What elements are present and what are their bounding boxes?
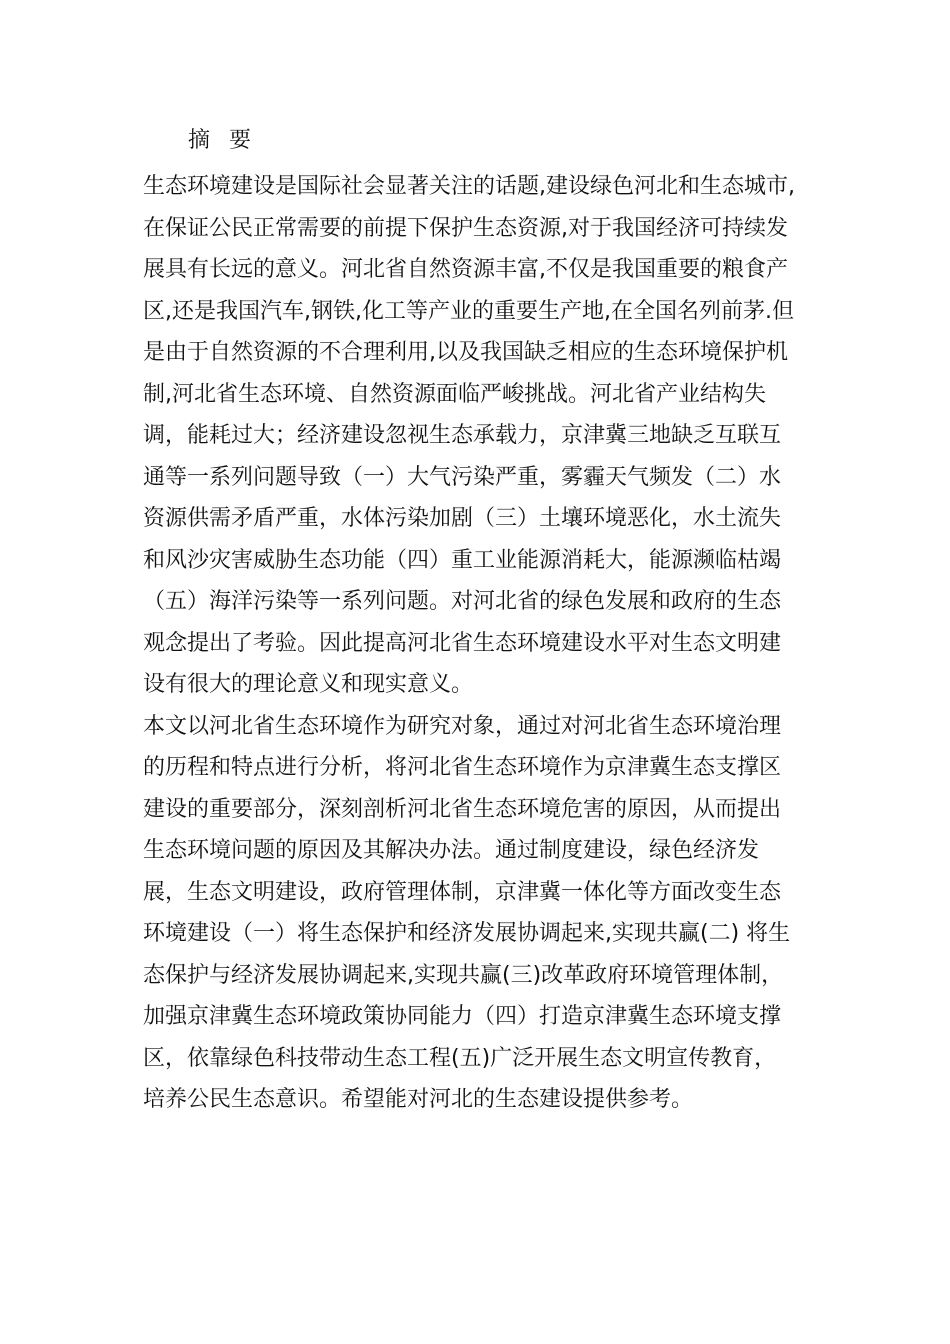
text-line: 本文以河北省生态环境作为研究对象，通过对河北省生态环境治理 [143, 713, 782, 739]
text-line: 调，能耗过大；经济建设忽视生态承载力，京津冀三地缺乏互联互 [143, 423, 782, 448]
abstract-title: 摘 要 [188, 128, 257, 153]
text-line: 生态环境问题的原因及其解决办法。通过制度建设，绿色经济发 [143, 838, 760, 863]
abstract-body [143, 166, 823, 1121]
text-line: 和风沙灾害威胁生态功能（四）重工业能源消耗大，能源濒临枯竭 [143, 547, 782, 573]
text-line: 区，依靠绿色科技带动生态工程(五)广泛开展生态文明宣传教育， [143, 1045, 777, 1071]
text-line: 环境建设（一）将生态保护和经济发展协调起来,实现共赢(二) 将生 [143, 921, 791, 946]
text-line: 展具有长远的意义。河北省自然资源丰富,不仅是我国重要的粮食产 [143, 257, 788, 282]
text-line: 加强京津冀生态环境政策协同能力（四）打造京津冀生态环境支撑 [143, 1004, 782, 1029]
text-line: 观念提出了考验。因此提高河北省生态环境建设水平对生态文明建 [143, 630, 782, 656]
text-line: 设有很大的理论意义和现实意义。 [143, 672, 474, 697]
paragraph-1 [143, 166, 823, 706]
text-line: 态保护与经济发展协调起来,实现共赢(三)改革政府环境管理体制， [143, 962, 784, 988]
text-line: 培养公民生态意识。希望能对河北的生态建设提供参考。 [143, 1087, 694, 1112]
text-line: 资源供需矛盾严重，水体污染加剧（三）土壤环境恶化，水土流失 [143, 506, 782, 531]
text-line: 区,还是我国汽车,钢铁,化工等产业的重要生产地,在全国名列前茅.但 [143, 298, 794, 324]
text-line: 通等一系列问题导致（一）大气污染严重，雾霾天气频发（二）水 [143, 464, 782, 490]
text-line: 制,河北省生态环境、自然资源面临严峻挑战。河北省产业结构失 [143, 381, 766, 407]
text-line: 展，生态文明建设，政府管理体制，京津冀一体化等方面改变生态 [143, 879, 782, 905]
text-line: 生态环境建设是国际社会显著关注的话题,建设绿色河北和生态城市, [143, 174, 795, 199]
text-line: 在保证公民正常需要的前提下保护生态资源,对于我国经济可持续发 [143, 215, 788, 241]
text-line: 的历程和特点进行分析，将河北省生态环境作为京津冀生态支撑区 [143, 755, 782, 780]
text-line: 是由于自然资源的不合理利用,以及我国缺乏相应的生态环境保护机 [143, 340, 788, 365]
text-line: （五）海洋污染等一系列问题。对河北省的绿色发展和政府的生态 [143, 589, 782, 614]
paragraph-2 [143, 706, 823, 1121]
text-line: 建设的重要部分，深刻剖析河北省生态环境危害的原因，从而提出 [143, 796, 782, 822]
